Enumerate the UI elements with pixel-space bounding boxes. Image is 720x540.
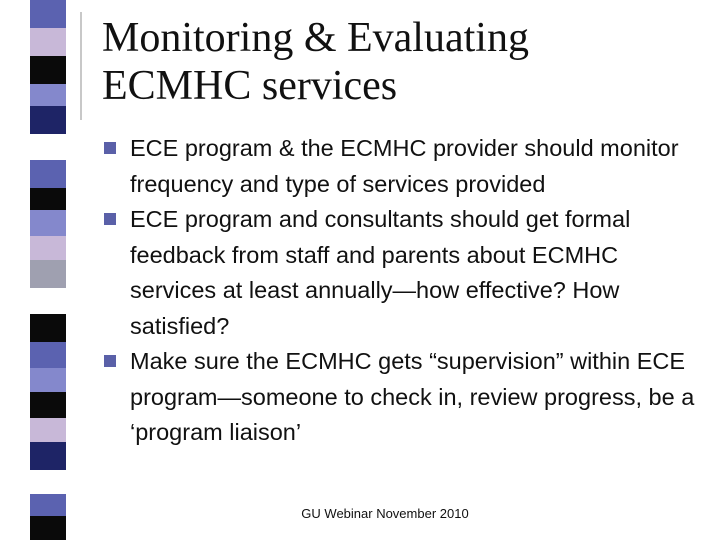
stripe-block (30, 470, 66, 494)
stripe-block (30, 134, 66, 160)
bullet-text: ECE program & the ECMHC provider should monitor frequency and type of services provided (130, 135, 679, 197)
stripe-block (30, 210, 66, 236)
stripe-block (30, 418, 66, 442)
stripe-block (30, 0, 66, 28)
bullet-text: Make sure the ECMHC gets “supervision” within ECE program—someone to check in, review progress, be a ‘program liaison’ (130, 348, 695, 445)
square-bullet-icon (104, 213, 116, 225)
stripe-block (30, 56, 66, 84)
stripe-block (30, 160, 66, 188)
bullet-item (130, 131, 700, 202)
stripe-block (30, 442, 66, 470)
bullet-item (130, 344, 700, 451)
stripe-block (30, 314, 66, 342)
stripe-block (30, 188, 66, 210)
slide-footer: GU Webinar November 2010 (301, 506, 469, 521)
slide-title-line-2: ECMHC services (102, 63, 398, 109)
stripe-block (30, 28, 66, 56)
stripe-block (30, 368, 66, 392)
stripe-block (30, 288, 66, 314)
stripe-block (30, 84, 66, 106)
square-bullet-icon (104, 355, 116, 367)
bullet-list (130, 131, 700, 451)
square-bullet-icon (104, 142, 116, 154)
stripe-block (30, 392, 66, 418)
slide-title-line-1: Monitoring & Evaluating (102, 15, 529, 61)
bullet-text: ECE program and consultants should get formal feedback from staff and parents about ECMHC services at least annually—how effective? How satisfied? (130, 206, 631, 339)
stripe-block (30, 106, 66, 134)
bullet-item (130, 202, 700, 344)
title-divider (80, 12, 82, 120)
slide-title (102, 14, 702, 110)
decorative-stripe (30, 0, 66, 540)
stripe-block (30, 342, 66, 368)
stripe-block (30, 260, 66, 288)
stripe-block (30, 236, 66, 260)
